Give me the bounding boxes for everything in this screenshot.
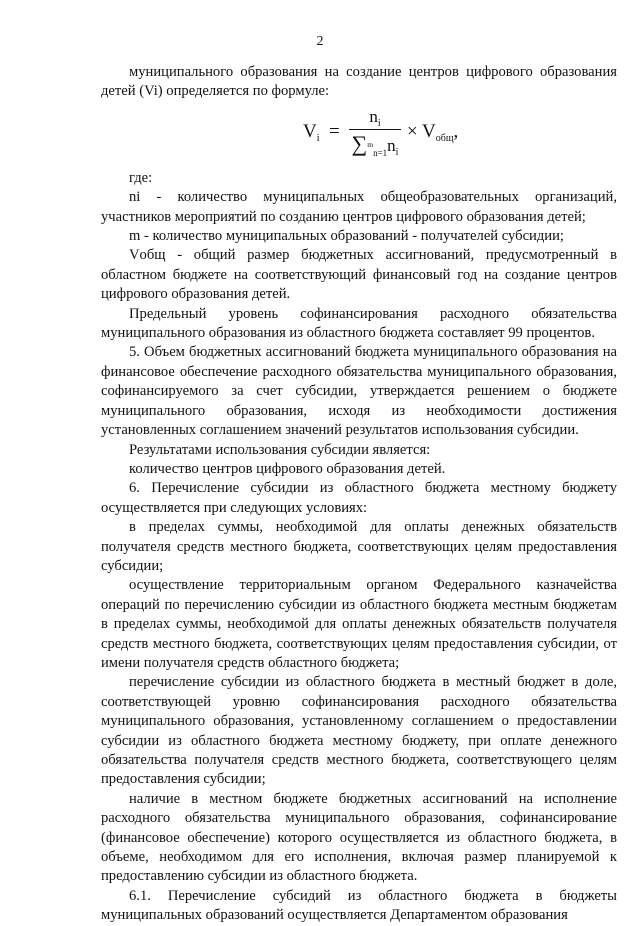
formula-v-total: $V_{общ}$, [422,120,459,144]
formula [101,105,617,163]
paragraph-item-6-1: 6.1. Перечисление субсидий из областного бюджета в бюджеты муниципальных образований осуществляется Департаментом образования [101,887,617,924]
document-body [101,63,617,926]
paragraph-results: Результатами использования субсидии является: [129,441,431,458]
formula-fraction [347,105,403,167]
paragraph-m-definition: m - количество муниципальных образований - получателей субсидии; [129,228,564,245]
formula-expression [303,105,503,163]
paragraph-condition-3: перечисление субсидии из областного бюджета в местный бюджет в доле, соответствующей уровню софинансирования расходного обязательства муниципального образования, установленному соглашением о предоставлении субсидии из областного бюджета местному бюджету, при оплате денежного обязательства получателя средств местного бюджета, соответствующего целям предоставления субсидии; [101,674,617,788]
page-number: 2 [316,34,324,49]
formula-equals: = [329,120,340,142]
paragraph-vtotal-definition: Vобщ - общий размер бюджетных ассигнований, предусмотренный в областном бюджете на соответствующий финансовый год на создание центров цифрового образования детей. [101,247,617,303]
paragraph-condition-2: осуществление территориальным органом Федерального казначейства операций по перечислению субсидии из областного бюджета местным бюджетам в пределах суммы, необходимой для оплаты денежных обязательств получателя средств местного бюджета, соответствующих целям предоставления субсидии, от имени получателя средств областного бюджета; [101,577,617,671]
paragraph-results-value: количество центров цифрового образования детей. [129,460,446,477]
formula-times: × [407,120,418,142]
paragraph-item-6: 6. Перечисление субсидии из областного бюджета местному бюджету осуществляется при следующих условиях: [101,480,617,516]
formula-numerator: $n_i$ [369,106,381,129]
intro-paragraph: муниципального образования на создание центров цифрового образования детей (Vi) определяется по формуле: [101,64,617,100]
formula-denominator: $\sum^m_{n=1}n_i$ [351,130,399,158]
paragraph-where: где: [129,169,153,186]
paragraph-item-5: 5. Объем бюджетных ассигнований бюджета муниципального образования на финансовое обеспечение расходного обязательства муниципального образования, софинансируемого за счет субсидии, утверждается решением о бюджете муниципального образования, исходя из необходимости достижения установленных соглашением значений результатов использования субсидии. [101,344,617,439]
paragraph-cofinancing-limit: Предельный уровень софинансирования расходного обязательства муниципального образования из областного бюджета составляет 99 процентов. [101,305,617,342]
paragraph-ni-definition: ni - количество муниципальных общеобразовательных организаций, участников мероприятий по созданию центров цифрового образования детей; [101,189,617,225]
paragraph-condition-4: наличие в местном бюджете бюджетных ассигнований на исполнение расходного обязательства муниципального образования, софинансирование (финансовое обеспечение) которого осуществляется из областного бюджета, в объеме, необходимом для его исполнения, включая размер планируемой к предоставлению субсидии из областного бюджета. [101,790,617,885]
sigma-symbol: ∑ [351,130,368,156]
paragraph-condition-1: в пределах суммы, необходимой для оплаты денежных обязательств получателя средств местного бюджета, соответствующих целям предоставления субсидии; [101,519,617,574]
formula-lhs: $V_i$ [303,120,320,144]
